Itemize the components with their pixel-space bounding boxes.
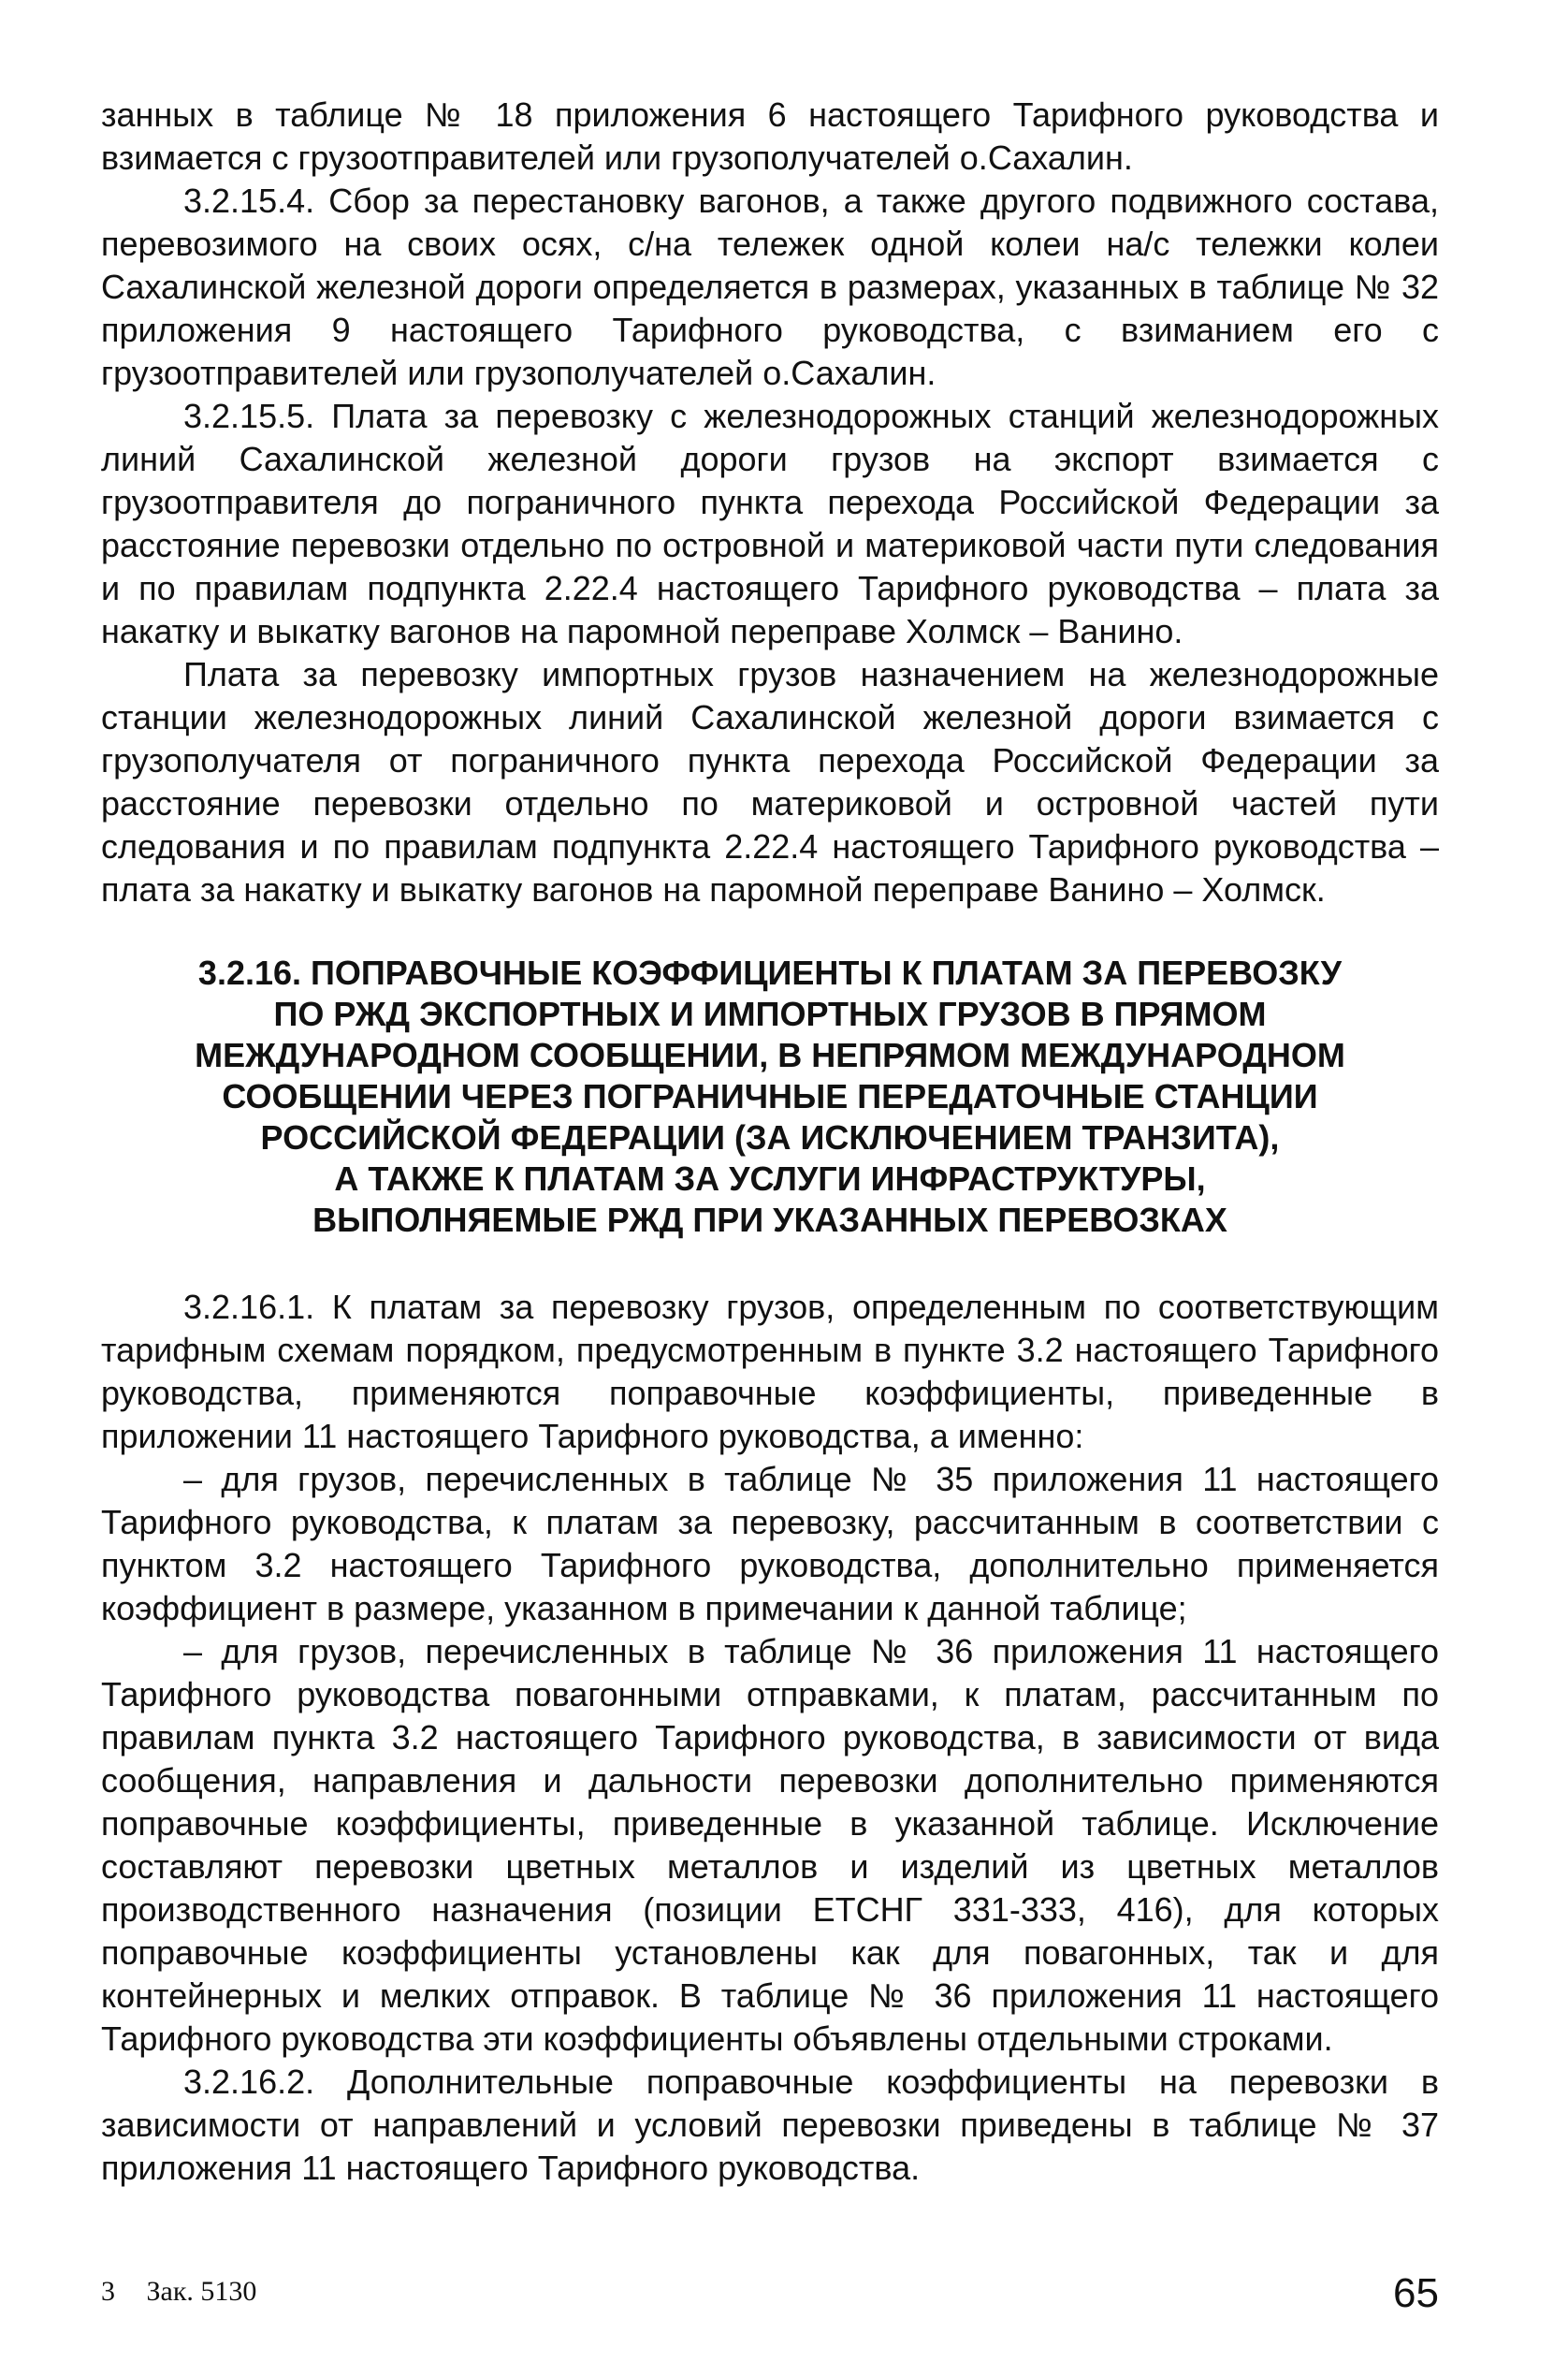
signature-number: 3	[101, 2276, 115, 2307]
paragraph-continuation: занных в таблице № 18 приложения 6 настоящего Тарифного руководства и взимается с грузоотправителей или грузополучателей о.Сахалин.	[101, 95, 1439, 177]
printer-signature	[101, 2276, 256, 2308]
heading-line: А ТАКЖЕ К ПЛАТАМ ЗА УСЛУГИ ИНФРАСТРУКТУРЫ,	[334, 1159, 1206, 1198]
section-heading-3-2-16	[101, 953, 1439, 1241]
page-footer	[101, 2265, 1439, 2330]
document-page	[101, 94, 1439, 2190]
heading-line: ПО РЖД ЭКСПОРТНЫХ И ИМПОРТНЫХ ГРУЗОВ В ПРЯМОМ	[273, 995, 1267, 1033]
paragraph-3-2-15-5: 3.2.15.5. Плата за перевозку с железнодорожных станций железнодорожных линий Сахалинской железной дороги грузов на экспорт взимается с грузоотправителя до пограничного пункта перехода Российской Федерации за расстояние перевозки отдельно по островной и материковой части пути следования и по правилам подпункта 2.22.4 настоящего Тарифного руководства – плата за накатку и выкатку вагонов на паромной переправе Холмск – Ванино.	[101, 397, 1439, 650]
paragraph-3-2-16-1: 3.2.16.1. К платам за перевозку грузов, определенным по соответствующим тарифным схемам порядком, предусмотренным в пункте 3.2 настоящего Тарифного руководства, применяются поправочные коэффициенты, приведенные в приложении 11 настоящего Тарифного руководства, а именно:	[101, 1288, 1439, 1455]
heading-line: РОССИЙСКОЙ ФЕДЕРАЦИИ (ЗА ИСКЛЮЧЕНИЕМ ТРАНЗИТА),	[260, 1118, 1280, 1157]
list-item-table-36: – для грузов, перечисленных в таблице № 36 приложения 11 настоящего Тарифного руководства повагонными отправками, к платам, рассчитанным по правилам пункта 3.2 настоящего Тарифного руководства, в зависимости от вида сообщения, направления и дальности перевозки дополнительно применяются поправочные коэффициенты, приведенные в указанной таблице. Исключение составляют перевозки цветных металлов и изделий из цветных металлов производственного назначения (позиции ЕТСНГ 331-333, 416), для которых поправочные коэффициенты установлены как для повагонных, так и для контейнерных и мелких отправок. В таблице № 36 приложения 11 настоящего Тарифного руководства эти коэффициенты объявлены отдельными строками.	[101, 1632, 1439, 2058]
order-label: Зак. 5130	[146, 2276, 257, 2307]
paragraph-import-fee: Плата за перевозку импортных грузов назначением на железнодорожные станции железнодорожных линий Сахалинской железной дороги взимается с грузополучателя от пограничного пункта перехода Российской Федерации за расстояние перевозки отдельно по материковой и островной частей пути следования и по правилам подпункта 2.22.4 настоящего Тарифного руководства – плата за накатку и выкатку вагонов на паромной переправе Ванино – Холмск.	[101, 655, 1439, 909]
page-number: 65	[1393, 2270, 1439, 2316]
paragraph-3-2-15-4: 3.2.15.4. Сбор за перестановку вагонов, а также другого подвижного состава, перевозимого на своих осях, с/на тележек одной колеи на/с тележки колеи Сахалинской железной дороги определяется в размерах, указанных в таблице № 32 приложения 9 настоящего Тарифного руководства, с взиманием его с грузоотправителей или грузополучателей о.Сахалин.	[101, 182, 1439, 392]
list-item-table-35: – для грузов, перечисленных в таблице № 35 приложения 11 настоящего Тарифного руководства, к платам за перевозку, рассчитанным в соответствии с пунктом 3.2 настоящего Тарифного руководства, дополнительно применяется коэффициент в размере, указанном в примечании к данной таблице;	[101, 1460, 1439, 1627]
heading-line: 3.2.16. ПОПРАВОЧНЫЕ КОЭФФИЦИЕНТЫ К ПЛАТАМ ЗА ПЕРЕВОЗКУ	[197, 954, 1343, 992]
heading-line: МЕЖДУНАРОДНОМ СООБЩЕНИИ, В НЕПРЯМОМ МЕЖДУНАРОДНОМ	[195, 1036, 1345, 1074]
heading-line: ВЫПОЛНЯЕМЫЕ РЖД ПРИ УКАЗАННЫХ ПЕРЕВОЗКАХ	[312, 1201, 1227, 1239]
paragraph-3-2-16-2: 3.2.16.2. Дополнительные поправочные коэффициенты на перевозки в зависимости от направлений и условий перевозки приведены в таблице № 37 приложения 11 настоящего Тарифного руководства.	[101, 2063, 1439, 2187]
heading-line: СООБЩЕНИИ ЧЕРЕЗ ПОГРАНИЧНЫЕ ПЕРЕДАТОЧНЫЕ СТАНЦИИ	[222, 1077, 1318, 1115]
